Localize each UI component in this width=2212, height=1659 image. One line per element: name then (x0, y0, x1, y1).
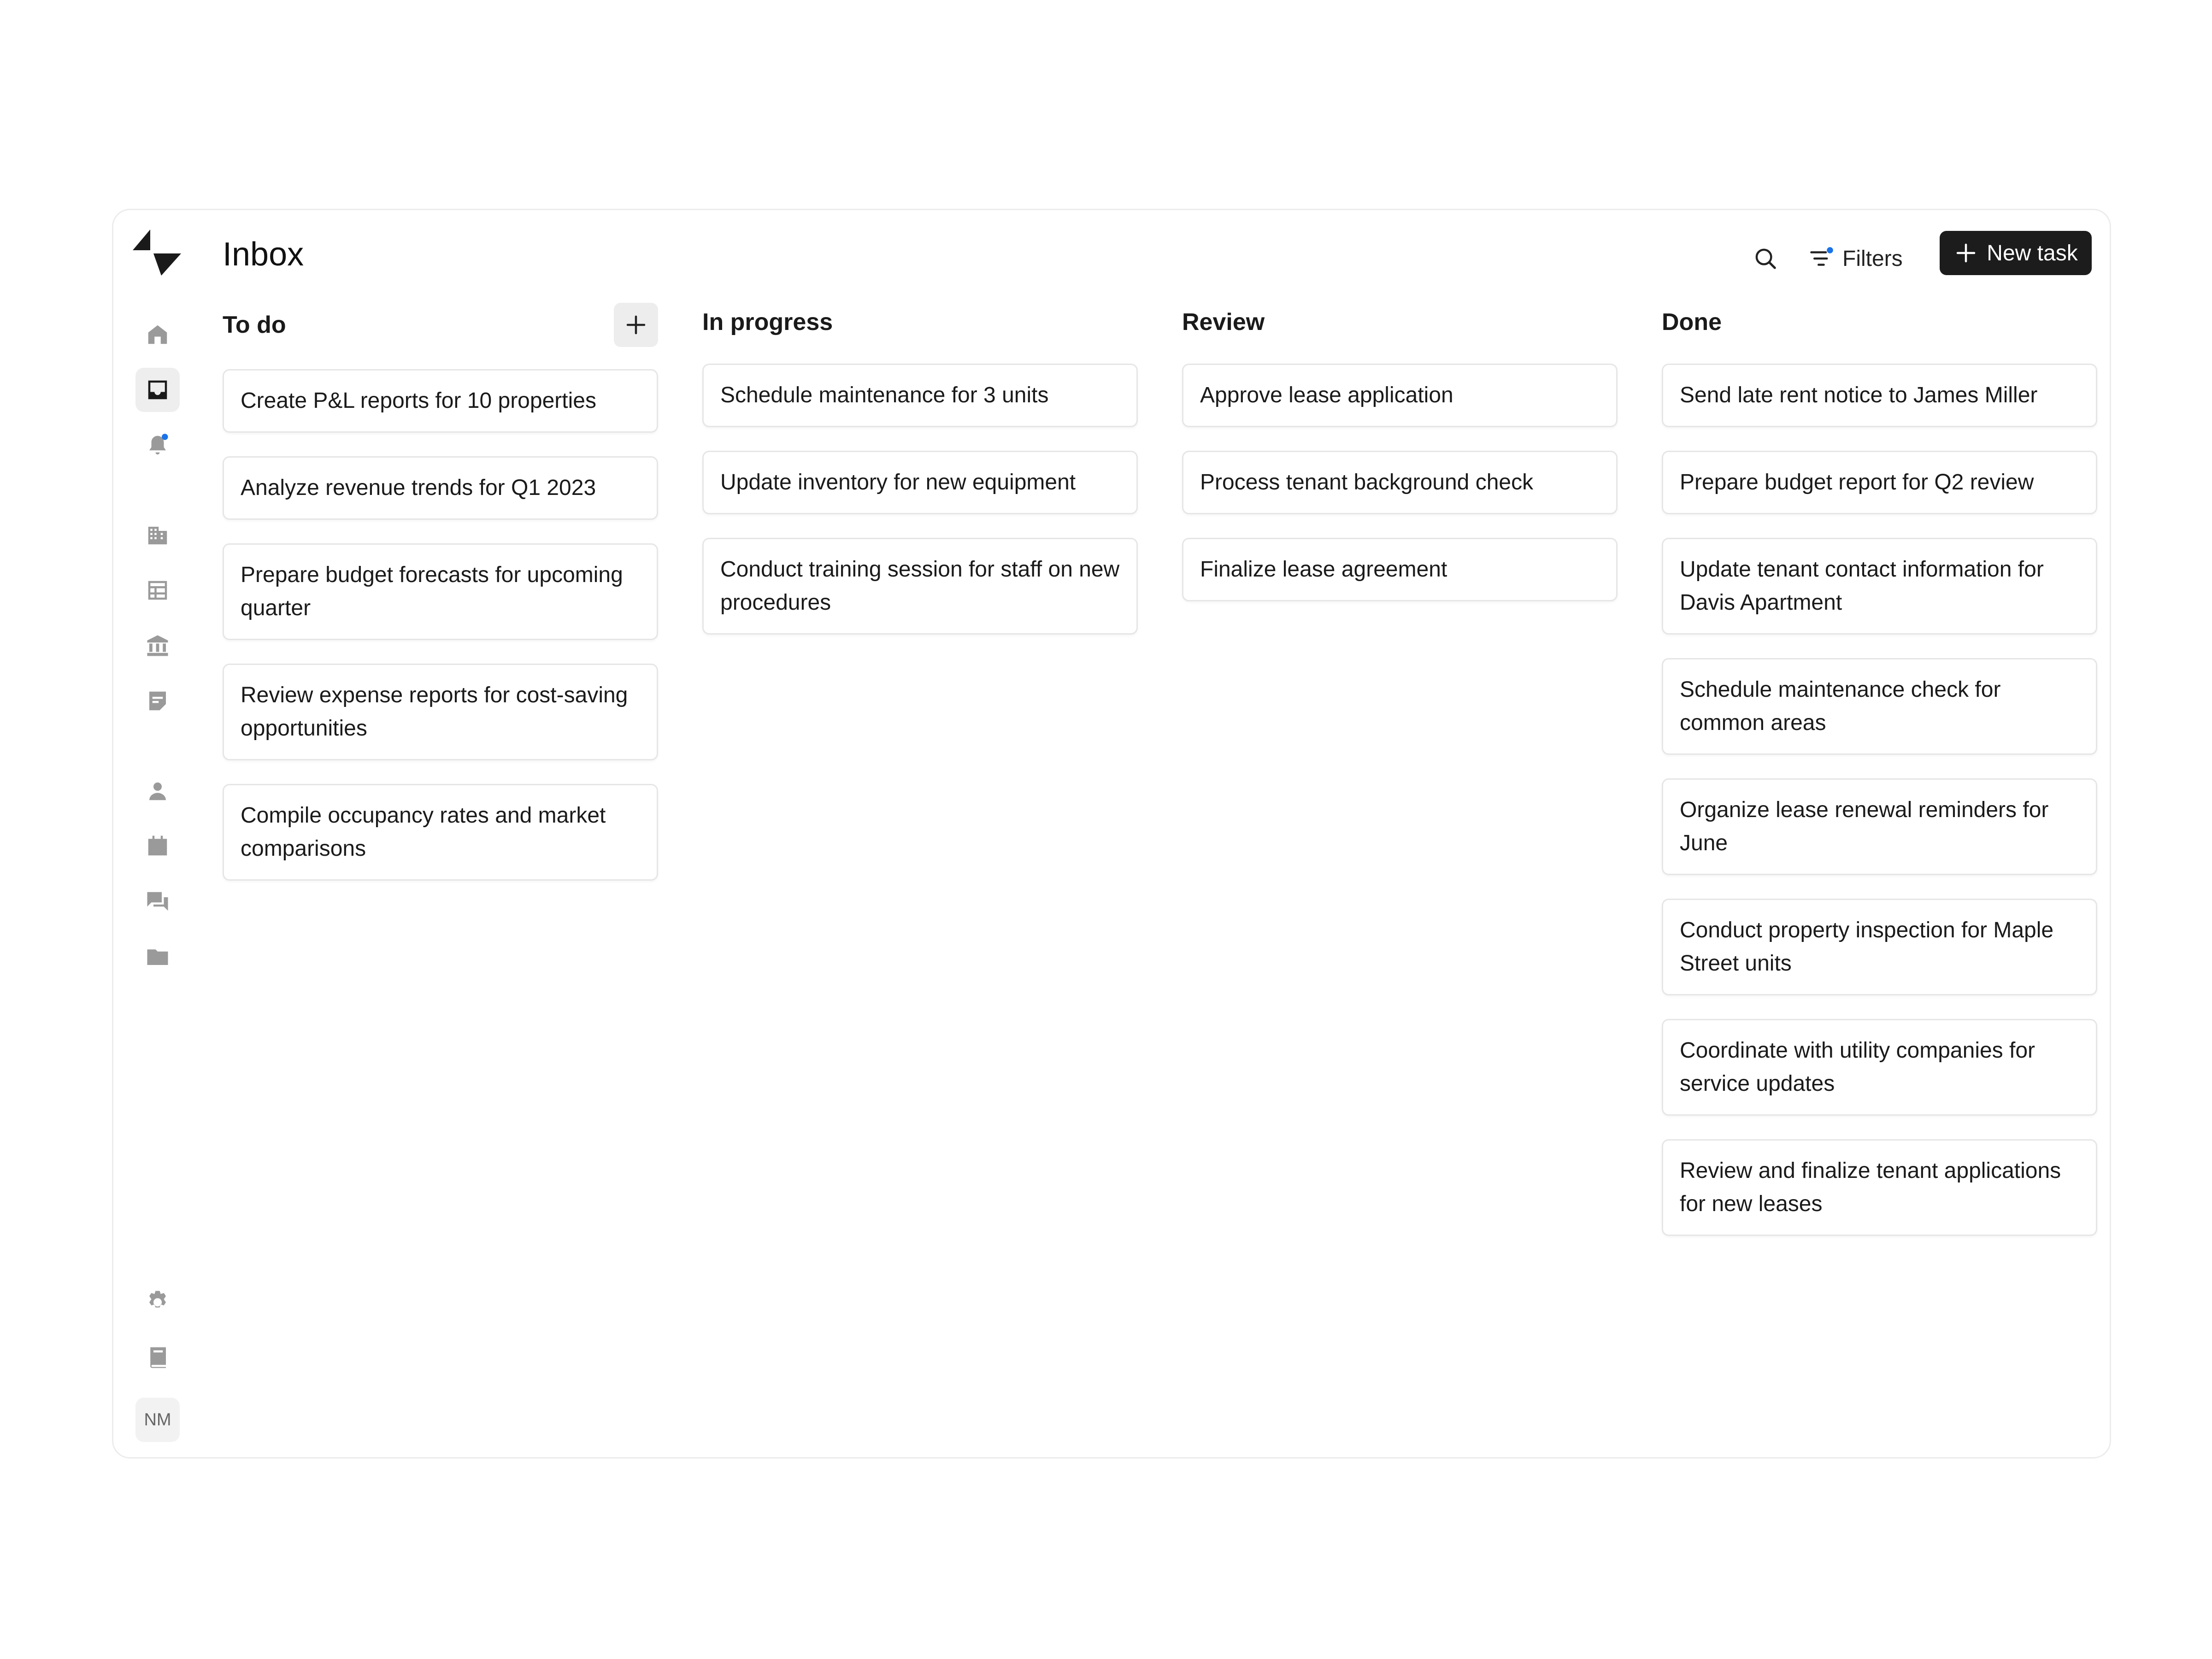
plus-icon (1953, 241, 1978, 265)
column-title: To do (223, 312, 286, 338)
task-card[interactable]: Process tenant background check (1182, 451, 1618, 514)
calendar-icon[interactable] (135, 824, 180, 868)
column-title: Review (1182, 309, 1265, 335)
task-card[interactable]: Prepare budget forecasts for upcoming quarter (223, 543, 658, 640)
task-card[interactable]: Create P&L reports for 10 properties (223, 369, 658, 433)
contacts-icon[interactable] (135, 769, 180, 813)
settings-icon[interactable] (135, 1280, 180, 1324)
task-card[interactable]: Organize lease renewal reminders for June (1662, 778, 2097, 875)
search-button[interactable] (1745, 238, 1786, 279)
document-icon[interactable] (135, 679, 180, 723)
home-icon[interactable] (135, 312, 180, 357)
notifications-icon[interactable] (135, 423, 180, 467)
logo[interactable] (133, 229, 181, 278)
task-card[interactable]: Schedule maintenance for 3 units (702, 364, 1138, 427)
filters-button[interactable] (1809, 238, 1903, 279)
new-task-button[interactable] (1940, 231, 2092, 275)
search-icon (1753, 246, 1778, 271)
avatar[interactable]: NM (135, 1398, 180, 1442)
task-card[interactable]: Approve lease application (1182, 364, 1618, 427)
new-task-label: New task (1987, 241, 2078, 265)
task-card[interactable]: Analyze revenue trends for Q1 2023 (223, 456, 658, 520)
task-card[interactable]: Prepare budget report for Q2 review (1662, 451, 2097, 514)
book-icon[interactable] (135, 1335, 180, 1380)
page-title: Inbox (223, 236, 304, 273)
card-list (1182, 364, 1618, 625)
task-card[interactable]: Coordinate with utility companies for service updates (1662, 1019, 2097, 1116)
card-list (702, 364, 1138, 658)
task-card[interactable]: Review and finalize tenant applications for new leases (1662, 1139, 2097, 1236)
sidebar (113, 210, 185, 1457)
card-list (223, 369, 658, 904)
filters-label: Filters (1842, 246, 1903, 271)
task-card[interactable]: Conduct property inspection for Maple Street units (1662, 899, 2097, 995)
messages-icon[interactable] (135, 879, 180, 924)
task-card[interactable]: Compile occupancy rates and market comparisons (223, 784, 658, 881)
bank-icon[interactable] (135, 624, 180, 668)
task-card[interactable]: Update tenant contact information for Davis Apartment (1662, 538, 2097, 635)
accounting-icon[interactable] (135, 568, 180, 612)
folder-icon[interactable] (135, 935, 180, 979)
plus-icon (624, 312, 648, 337)
task-card[interactable]: Update inventory for new equipment (702, 451, 1138, 514)
task-card[interactable]: Finalize lease agreement (1182, 538, 1618, 601)
column-title: In progress (702, 309, 833, 335)
column-title: Done (1662, 309, 1722, 335)
card-list (1662, 364, 2097, 1259)
task-card[interactable]: Send late rent notice to James Miller (1662, 364, 2097, 427)
add-card-button[interactable] (614, 303, 658, 347)
app-window (112, 209, 2111, 1459)
filter-icon (1809, 246, 1834, 271)
task-card[interactable]: Schedule maintenance check for common areas (1662, 658, 2097, 755)
task-card[interactable]: Conduct training session for staff on new procedures (702, 538, 1138, 635)
properties-icon[interactable] (135, 513, 180, 557)
inbox-icon[interactable] (135, 368, 180, 412)
task-card[interactable]: Review expense reports for cost-saving opportunities (223, 664, 658, 760)
